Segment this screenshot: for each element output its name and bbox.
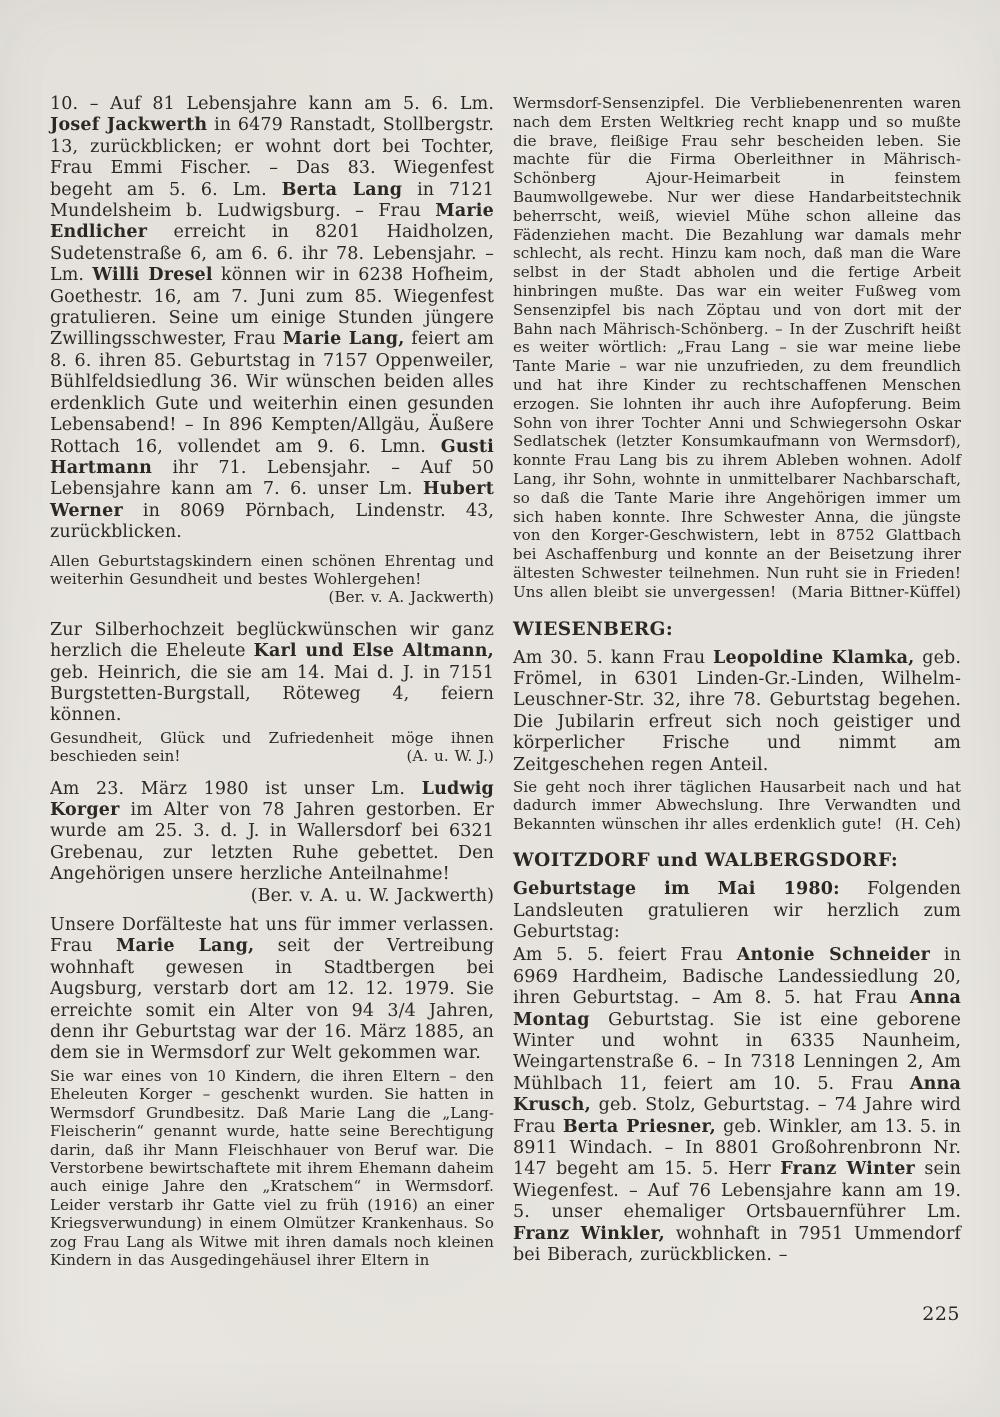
reporter-attribution: (Ber. v. A. Jackwerth) — [328, 588, 494, 607]
june-birthdays-paragraph: 10. – Auf 81 Lebensjahre kann am 5. 6. Lm. Josef Jackwerth in 6479 Ranstadt, Stollbergstr. 13, zurückblicken; er wohnt dort bei Tochter, Frau Emmi Fischer. – Das 83. Wiegenfest begeht am 5. 6. Lm. Berta Lang in 7121 Mundelsheim b. Ludwigsburg. – Frau Marie Endlicher erreicht in 8201 Haidholzen, Sudetenstraße 6, am 6. 6. ihr 78. Lebensjahr. – Lm. Willi Dresel können wir in 6238 Hofheim, Goethestr. 16, am 7. Juni zum 85. Wiegenfest gratulieren. Seine um einige Stunden jüngere Zwillingsschwester, Frau Marie Lang, feiert am 8. 6. ihren 85. Geburtstag in 7157 Oppenweiler, Bühlfeldsiedlung 36. Wir wünschen beiden alles erdenklich Gute und weiterhin einen gesunden Lebensabend! – In 896 Kempten/Allgäu, Äußere Rottach 16, vollendet am 9. 6. Lmn. Gusti Hartmann ihr 71. Lebensjahr. – Auf 50 Lebensjahre kann am 7. 6. unser Lm. Hubert Werner in 8069 Pörnbach, Lindenstr. 43, zurückblicken. — [50, 94, 494, 543]
korger-obituary-paragraph: Am 23. März 1980 ist unser Lm. Ludwig Korger im Alter von 78 Jahren gestorben. Er wurde am 25. 3. d. J. in Wallersdorf bei 6321 Grebenau, zur letzten Ruhe gebettet. Den Angehörigen unsere herzliche Anteilnahme! (Ber. v. A. u. W. Jackwerth) — [50, 778, 494, 906]
reporter-attribution: (A. u. W. J.) — [406, 747, 494, 766]
silver-wedding-wishes-note: Gesundheit, Glück und Zufriedenheit möge ihnen beschieden sein! (A. u. W. J.) — [50, 728, 494, 766]
marie-lang-obituary-paragraph: Unsere Dorfälteste hat uns für immer verlassen. Frau Marie Lang, seit der Vertreibung wohnhaft gewesen in Stadtbergen bei Augsburg, verstarb dort am 12. 12. 1979. Sie erreichte somit ein Alter von 94 3/4 Jahren, denn ihr Geburtstag war der 16. März 1885, an dem sie in Wermsdorf zur Welt gekommen war. — [50, 915, 494, 1064]
left-column — [50, 94, 494, 1269]
marie-lang-biography-continuation: Wermsdorf-Sensenzipfel. Die Verbliebenenrenten waren nach dem Ersten Weltkrieg recht knapp und so mußte die brave, fleißige Frau sehr bescheiden leben. Sie machte für die Firma Oberleithner in Mährisch-Schönberg Ajour-Heimarbeit in feinstem Baumwollgewebe. Nur wer diese Handarbeitstechnik beherrscht, weiß, wieviel Mühe schon alleine das Fädenziehen macht. Die Bezahlung war damals mehr schlecht, als recht. Hinzu kam noch, daß man die Ware selbst in der Stadt abholen und die fertige Arbeit hinbringen mußte. Das war ein weiter Fußweg vom Sensenzipfel bis nach Zöptau und von dort mit der Bahn nach Mährisch-Schönberg. – In der Zuschrift heißt es weiter wörtlich: „Frau Lang – sie war meine liebe Tante Marie – war nie unzufrieden, zu dem freundlich und hat ihre Kinder zu rechtschaffenen Menschen erzogen. Sie lohnten ihr auch ihre Aufopferung. Beim Sohn von ihrer Tochter Anni und Schwiegersohn Oskar Sedlatschek (letzter Konsumkaufmann von Wermsdorf), konnte Frau Lang bis zu ihrem Ableben wohnen. Adolf Lang, ihr Sohn, wohnte in unmittelbarer Nachbarschaft, so daß die Tante Marie ihre Angehörigen immer um sich haben konnte. Ihre Schwester Anna, die jüngste von den Korger-Geschwistern, lebt in 8752 Glattbach bei Aschaffenburg und konnte an der Beisetzung ihrer ältesten Schwester teilnehmen. Nun ruht sie in Frieden! Uns allen bleibt sie unvergessen! (Maria Bittner-Küffel) — [513, 94, 961, 601]
section-heading-woitzdorf: WOITZDORF und WALBERGSDORF: — [513, 850, 899, 872]
page-number: 225 — [922, 1303, 960, 1325]
marie-lang-biography-note: Sie war eines von 10 Kindern, die ihren Eltern – den Eheleuten Korger – geschenkt wurden. Sie hatten in Wermsdorf Grundbesitz. Daß Marie Lang die „Lang-Fleischerin“ genannt wurde, hatte seine Berechtigung darin, daß ihr Mann Fleischhauer von Beruf war. Die Verstorbene bewirtschaftete mit ihrem Ehemann daheim auch einige Jahre den „Kratschem“ in Wermsdorf. Leider verstarb ihr Gatte viel zu früh (1916) an einer Kriegsverwundung) in einem Olmützer Krankenhaus. So zog Frau Lang als Witwe mit ihren damals noch kleinen Kindern in das Ausgedingehäusel ihrer Eltern in — [50, 1066, 494, 1269]
birthday-wishes-note: Allen Geburtstagskindern einen schönen Ehrentag und weiterhin Gesundheit und bestes Wohlergehen! (Ber. v. A. Jackwerth) — [50, 551, 494, 607]
reporter-attribution: (H. Ceh) — [894, 814, 961, 833]
section-heading-wiesenberg: WIESENBERG: — [513, 618, 674, 640]
klamka-wishes-note: Sie geht noch ihrer täglichen Hausarbeit nach und hat dadurch immer Abwechslung. Ihre Verwandten und Bekannten wünschen ihr alles erdenklich gute! (H. Ceh) — [513, 777, 961, 833]
reporter-attribution: (Maria Bittner-Küffel) — [791, 582, 961, 601]
may-birthdays-paragraph: Am 5. 5. feiert Frau Antonie Schneider in 6969 Hardheim, Badische Landessiedlung 20, ihren Geburtstag. – Am 8. 5. hat Frau Anna Montag Geburtstag. Sie ist eine geborene Winter und wohnt in 6335 Naunheim, Weingartenstraße 6. – In 7318 Lenningen 2, Am Mühlbach 11, feiert am 10. 5. Frau Anna Krusch, geb. Stolz, Geburtstag. – 74 Jahre wird Frau Berta Priesner, geb. Winkler, am 13. 5. in 8911 Windach. – In 8801 Großohrenbronn Nr. 147 begeht am 15. 5. Herr Franz Winter sein Wiegenfest. – Auf 76 Lebensjahre kann am 19. 5. unser ehemaliger Ortsbauernführer Lm. Franz Winkler, wohnhaft in 7951 Ummendorf bei Biberach, zurückblicken. – — [513, 945, 962, 1266]
right-column — [513, 94, 961, 1266]
klamka-birthday-paragraph: Am 30. 5. kann Frau Leopoldine Klamka, geb. Frömel, in 6301 Linden-Gr.-Linden, Wilhelm-Leuschner-Str. 32, ihre 78. Geburtstag begehen. Die Jubilarin erfreut sich noch geistiger und körperlicher Frische und nimmt am Zeitgeschehen regen Anteil. — [513, 647, 961, 775]
silver-wedding-paragraph: Zur Silberhochzeit beglückwünschen wir ganz herzlich die Eheleute Karl und Else Altmann, geb. Heinrich, die sie am 14. Mai d. J. in 7151 Burgstetten-Burgstall, Röteweg 4, feiern können. — [50, 619, 494, 726]
reporter-attribution: (Ber. v. A. u. W. Jackwerth) — [250, 885, 494, 906]
may-birthdays-intro-paragraph: Geburtstage im Mai 1980: Folgenden Landsleuten gratulieren wir herzlich zum Geburtstag: — [513, 879, 961, 942]
